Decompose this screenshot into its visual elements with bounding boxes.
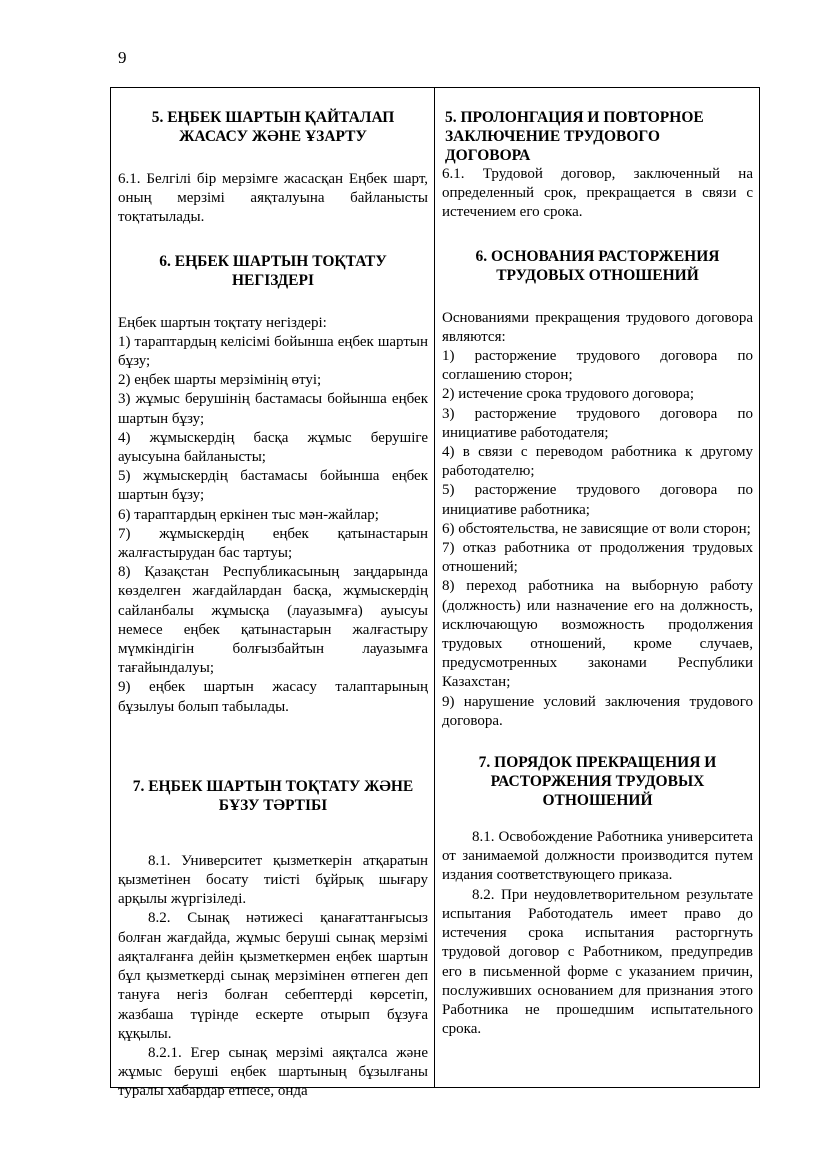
section-7-p3-kz: 8.2.1. Егер сынақ мерзімі аяқталса және жұмыс беруші еңбек шартының бұзылғаны туралы хабардар етпесе, онда	[118, 1044, 428, 1100]
list-item: 1) расторжение трудового договора по соглашению сторон;	[442, 348, 753, 384]
list-item: 7) отказ работника от продолжения трудовых отношений;	[442, 540, 753, 576]
bilingual-table	[110, 87, 760, 1100]
list-item: 5) расторжение трудового договора по инициативе работника;	[442, 482, 753, 518]
section-6-intro-kz: Еңбек шартын тоқтату негіздері:	[118, 314, 327, 331]
list-item: 3) жұмыс берушінің бастамасы бойынша еңбек шартын бұзу;	[118, 391, 428, 427]
section-7-p1-ru: 8.1. Освобождение Работника университета от занимаемой должности производится путем издания соответствующего приказа.	[442, 829, 753, 884]
list-item: 7) жұмыскердің еңбек қатынастарын жалғастырудан бас тартуы;	[118, 525, 428, 562]
section-5-title-ru: 5. ПРОЛОНГАЦИЯ И ПОВТОРНОЕ ЗАКЛЮЧЕНИЕ ТРУДОВОГО ДОГОВОРА	[445, 109, 704, 164]
page-number: 9	[118, 48, 127, 67]
list-item: 1) тараптардың келісімі бойынша еңбек шартын бұзу;	[118, 333, 428, 370]
list-item: 2) еңбек шарты мерзімінің өтуі;	[118, 372, 322, 389]
list-item: 9) еңбек шартын жасасу талаптарының бұзылуы болып табылады.	[118, 679, 428, 715]
section-5-title-kz: 5. ЕҢБЕК ШАРТЫН ҚАЙТАЛАП ЖАСАСУ ЖӘНЕ ҰЗАРТУ	[151, 109, 395, 145]
list-item: 6) тараптардың еркінен тыс мән-жайлар;	[118, 506, 379, 523]
list-item: 9) нарушение условий заключения трудового договора.	[442, 693, 753, 729]
section-5-text-ru: 6.1. Трудовой договор, заключенный на определенный срок, прекращается в связи с истечением его срока.	[442, 166, 753, 221]
list-item: 5) жұмыскердің бастамасы бойынша еңбек шартын бұзу;	[118, 468, 428, 504]
list-item: 4) жұмыскердің басқа жұмыс берушіге ауысуына байланысты;	[118, 429, 428, 466]
list-item: 8) Қазақстан Республикасының заңдарында көзделген жағдайлардан басқа, жұмыскердің сайланбалы жұмысқа (лауазымға) ауысуы немесе еңбек қатынастарын жалғастыру мүмкіндігін болғызбайтын лауазымға тағайындалуы;	[118, 564, 428, 677]
section-7-p1-kz: 8.1. Университет қызметкерін атқаратын қызметінен босату тиісті бұйрық шығару арқылы жүргізіледі.	[118, 852, 428, 908]
kazakh-column	[111, 88, 435, 1100]
section-7-title-ru: 7. ПОРЯДОК ПРЕКРАЩЕНИЯ И РАСТОРЖЕНИЯ ТРУДОВЫХ ОТНОШЕНИЙ	[478, 754, 717, 810]
section-7-p2-ru: 8.2. При неудовлетворительном результате испытания Работодатель имеет право до истечения срока испытания расторгнуть трудовой договор с Работником, предупредив его в письменной форме с указанием причин, послуживших основанием для признания этого Работника не прошедшим испытательного срока.	[442, 886, 753, 1038]
list-item: 2) истечение срока трудового договора;	[442, 386, 695, 403]
section-6-intro-ru: Основаниями прекращения трудового договора являются:	[442, 309, 753, 345]
list-item: 8) переход работника на выборную работу (должность) или назначение его на должность, исключающую возможность продолжения трудовых отношений, кроме случаев, предусмотренных законами Республики Казахстан;	[442, 578, 753, 691]
section-5-text-kz: 6.1. Белгілі бір мерзімге жасасқан Еңбек шарт, оның мерзімі аяқталуына байланысты тоқтатылады.	[118, 171, 428, 226]
russian-column	[435, 88, 759, 1087]
list-item: 3) расторжение трудового договора по инициативе работодателя;	[442, 405, 753, 441]
section-6-title-ru: 6. ОСНОВАНИЯ РАСТОРЖЕНИЯ ТРУДОВЫХ ОТНОШЕНИЙ	[475, 247, 720, 284]
section-7-title-kz: 7. ЕҢБЕК ШАРТЫН ТОҚТАТУ ЖӘНЕ БҰЗУ ТӘРТІБІ	[132, 777, 414, 814]
section-7-p2-kz: 8.2. Сынақ нәтижесі қанағаттанғысыз болған жағдайда, жұмыс беруші сынақ мерзімі аяқталғанға дейін қызметкермен еңбек шартын бұл қызметкерді сынақ мерзімінен өтпеген деп тануға негіз болған себептерді көрсетіп, жазбаша түрінде ескерте отырып бұзуға құқылы.	[118, 910, 428, 1042]
list-item: 6) обстоятельства, не зависящие от воли сторон;	[442, 520, 751, 537]
section-6-title-kz: 6. ЕҢБЕК ШАРТЫН ТОҚТАТУ НЕГІЗДЕРІ	[159, 252, 387, 289]
list-item: 4) в связи с переводом работника к другому работодателю;	[442, 444, 753, 480]
